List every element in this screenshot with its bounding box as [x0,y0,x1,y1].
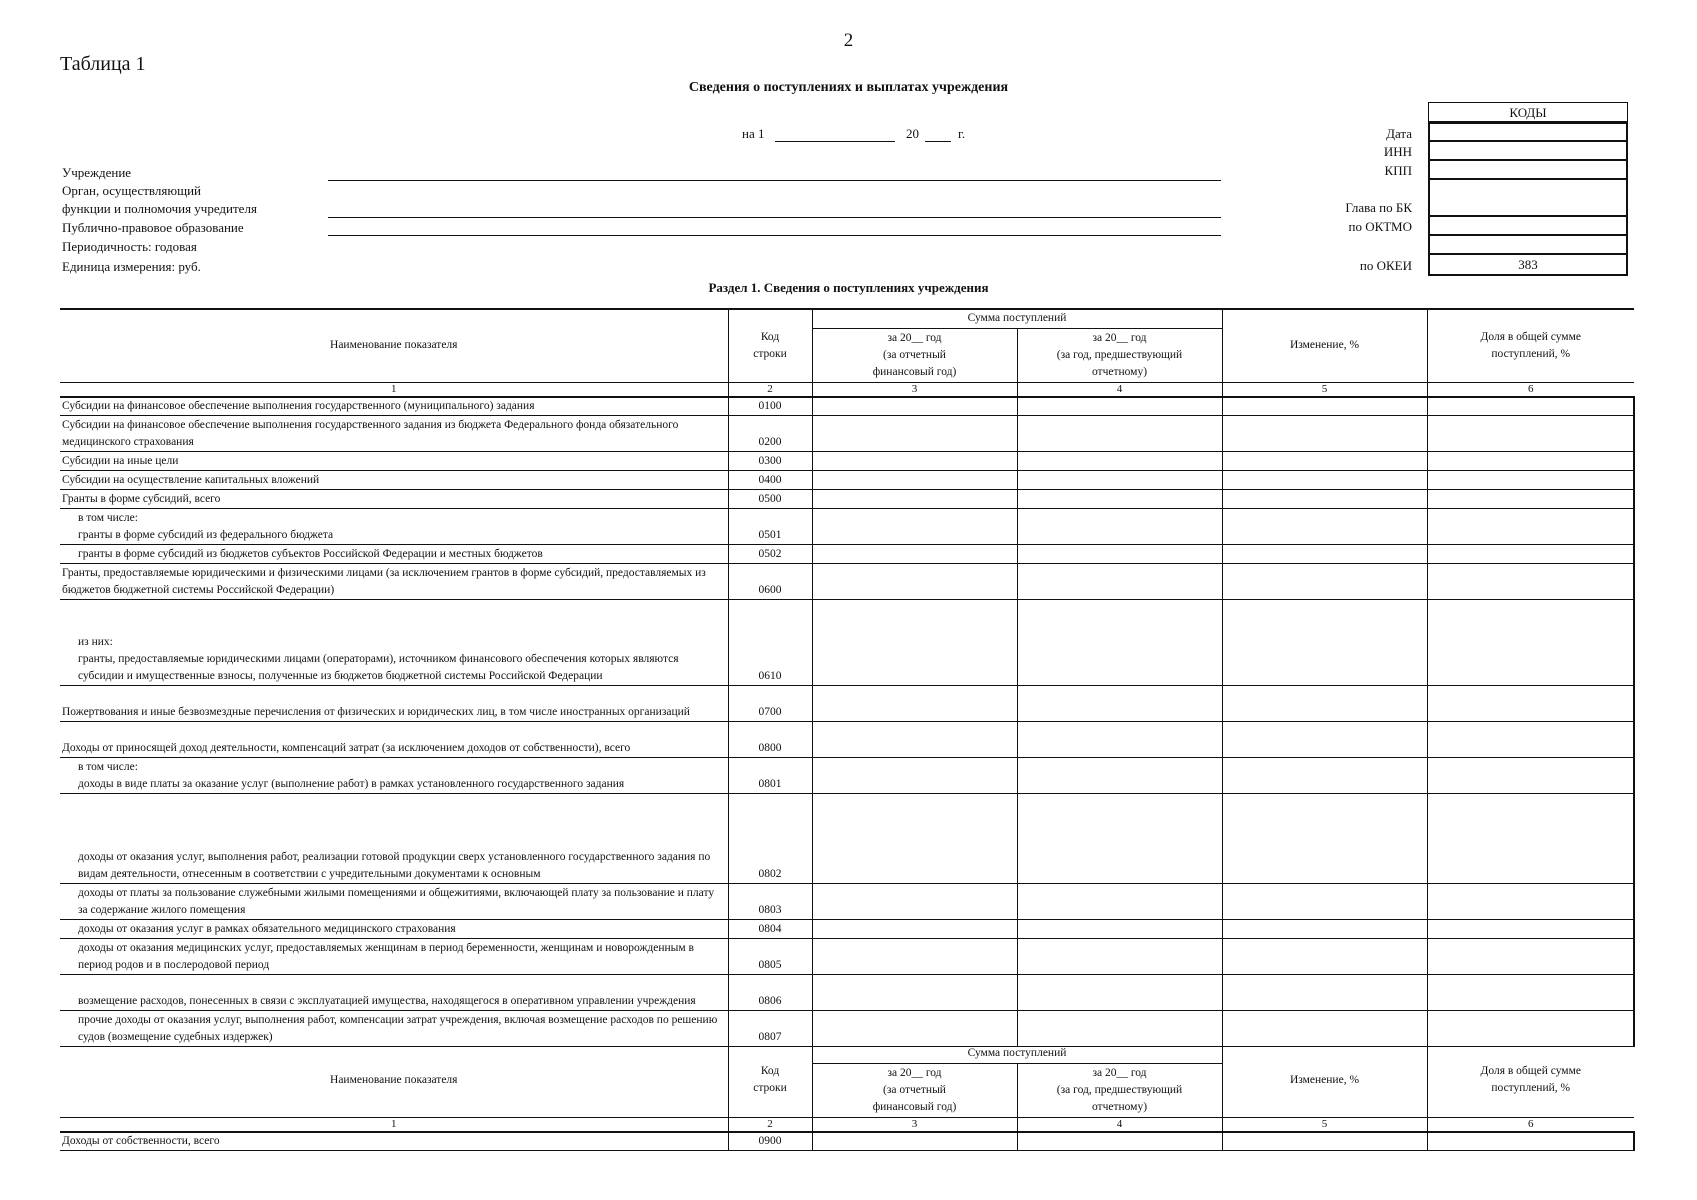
change-percent-cell[interactable] [1222,545,1427,564]
row-name: прочие доходы от оказания услуг, выполнения работ, компенсации затрат учреждения, включая возмещение расходов по решению судов (возмещение судебных издержек) [60,1011,728,1047]
previous-year-value-cell[interactable] [1017,722,1222,758]
table-row [60,545,1634,564]
page-number: 2 [843,30,854,51]
row-name: Субсидии на иные цели [60,452,728,471]
col-header-share-2 [1427,1044,1634,1117]
date-prefix: на 1 [742,126,765,141]
reporting-year-value-cell[interactable] [812,509,1017,545]
table-row [60,884,1634,920]
row-code: 0400 [728,471,812,490]
row-code: 0200 [728,416,812,452]
col-number-3: 3 [812,382,1017,397]
field-label-founder-1: Орган, осуществляющий [62,183,201,198]
share-percent-cell[interactable] [1427,975,1634,1011]
row-name: возмещение расходов, понесенных в связи с эксплуатацией имущества, находящегося в оперативном управлении учреждения [60,975,728,1011]
row-code: 0300 [728,452,812,471]
code-label-bk: Глава по БК [1345,200,1412,215]
row-name: доходы от платы за пользование служебными жилыми помещениями и общежитиями, включающей плату за пользование и плату за содержание жилого помещения [60,884,728,920]
table-row [60,600,1634,686]
share-percent-cell[interactable] [1427,545,1634,564]
reporting-year-value-cell[interactable] [812,758,1017,794]
col-header-name: Наименование показателя [60,309,728,382]
col-header-reporting-year [812,328,1017,382]
share-percent-cell[interactable] [1427,884,1634,920]
table-row [60,1011,1634,1047]
reporting-year-value-cell[interactable] [812,545,1017,564]
change-percent-cell[interactable] [1222,686,1427,722]
change-percent-cell[interactable] [1222,794,1427,884]
reporting-year-value-cell[interactable] [812,1011,1017,1047]
reporting-year-value-cell[interactable] [812,722,1017,758]
col-number-4: 4 [1017,382,1222,397]
share-percent-cell[interactable] [1427,471,1634,490]
share-percent-cell[interactable] [1427,686,1634,722]
col4b-line-3: отчетному) [1091,1100,1148,1113]
row-code: 0100 [728,397,812,416]
col-header-share-1: Доля в общей сумме [1480,330,1581,343]
change-percent-cell[interactable] [1222,939,1427,975]
col4b-line-2: (за год, предшествующий [1056,1083,1183,1096]
share-percent-cell[interactable] [1427,1011,1634,1047]
table-row [60,397,1634,416]
previous-year-value-cell[interactable] [1017,1132,1222,1151]
row-name: доходы от оказания медицинских услуг, предоставляемых женщинам в период беременности, женщинам и новорожденным в период родов и в послеродовой период [60,939,728,975]
col3-line-2: (за отчетный [883,348,946,361]
share-percent-cell[interactable] [1427,939,1634,975]
previous-year-value-cell[interactable] [1017,397,1222,416]
row-code: 0801 [728,758,812,794]
previous-year-value-cell[interactable] [1017,545,1222,564]
reporting-year-value-cell[interactable] [812,1132,1017,1151]
row-code: 0610 [728,600,812,686]
row-code: 0700 [728,686,812,722]
code-label-okei: по ОКЕИ [1359,258,1412,273]
row-name: Субсидии на финансовое обеспечение выполнения государственного (муниципального) задания [60,397,728,416]
col-number-5: 5 [1222,382,1427,397]
change-percent-cell[interactable] [1222,722,1427,758]
change-percent-cell[interactable] [1222,564,1427,600]
col-header-name-2: Наименование показателя [60,1044,728,1117]
row-name: в том числе: доходы в виде платы за оказание услуг (выполнение работ) в рамках установленного государственного задания [60,758,728,794]
change-percent-cell[interactable] [1222,397,1427,416]
date-day-month-field[interactable] [775,141,895,142]
table-row [60,758,1634,794]
col-number-1: 1 [60,382,728,397]
col-number-3b: 3 [812,1117,1017,1132]
col-header-code-2: строки [753,347,787,360]
col4b-line-1: за 20__ год [1092,1066,1147,1079]
change-percent-cell[interactable] [1222,1011,1427,1047]
document-title: Сведения о поступлениях и выплатах учреждения [688,80,1009,95]
row-name: в том числе: гранты в форме субсидий из федерального бюджета [60,509,728,545]
codes-box [1428,102,1628,276]
row-code: 0805 [728,939,812,975]
table-row [60,490,1634,509]
col-header-change-2: Изменение, % [1222,1044,1427,1117]
previous-year-value-cell[interactable] [1017,939,1222,975]
reporting-year-value-cell[interactable] [812,564,1017,600]
code-label-kpp: КПП [1384,163,1412,178]
col4-line-1: за 20__ год [1092,331,1147,344]
share-percent-cell[interactable] [1427,564,1634,600]
previous-year-value-cell[interactable] [1017,564,1222,600]
row-name: доходы от оказания услуг в рамках обязательного медицинского страхования [60,920,728,939]
section-title: Раздел 1. Сведения о поступлениях учреждения [708,280,989,295]
previous-year-value-cell[interactable] [1017,758,1222,794]
col-header-change: Изменение, % [1222,309,1427,382]
share-percent-cell[interactable] [1427,920,1634,939]
row-code: 0802 [728,794,812,884]
row-name: Субсидии на осуществление капитальных вложений [60,471,728,490]
change-percent-cell[interactable] [1222,600,1427,686]
col4-line-3: отчетному) [1091,365,1148,378]
reporting-year-value-cell[interactable] [812,686,1017,722]
row-code: 0500 [728,490,812,509]
change-percent-cell[interactable] [1222,471,1427,490]
change-percent-cell[interactable] [1222,758,1427,794]
col-header-code-2 [728,1044,812,1117]
previous-year-value-cell[interactable] [1017,884,1222,920]
row-code: 0803 [728,884,812,920]
reporting-year-value-cell[interactable] [812,975,1017,1011]
col-header-code-2b: строки [753,1082,787,1095]
col-header-code-2a: Код [760,1065,780,1078]
row-code: 0502 [728,545,812,564]
col3-line-3: финансовый год) [872,365,957,378]
reporting-year-value-cell[interactable] [812,490,1017,509]
table-row [60,452,1634,471]
code-label-date: Дата [1386,126,1412,141]
col3b-line-3: финансовый год) [872,1100,957,1113]
code-date-cell[interactable] [1428,122,1628,142]
reporting-year-value-cell[interactable] [812,884,1017,920]
table-row [60,722,1634,758]
field-label-periodicity: Периодичность: годовая [62,239,197,254]
previous-year-value-cell[interactable] [1017,920,1222,939]
col3b-line-1: за 20__ год [887,1066,942,1079]
change-percent-cell[interactable] [1222,884,1427,920]
change-percent-cell[interactable] [1222,920,1427,939]
col-number-2: 2 [728,382,812,397]
row-name: Доходы от собственности, всего [60,1132,728,1151]
col-header-previous-year [1017,328,1222,382]
code-label-inn: ИНН [1383,144,1412,159]
field-label-unit: Единица измерения: руб. [62,259,201,274]
field-label-institution: Учреждение [62,165,132,180]
col-number-4b: 4 [1017,1117,1222,1132]
table-row [60,939,1634,975]
col-header-reporting-year-2 [812,1063,1017,1117]
change-percent-cell[interactable] [1222,975,1427,1011]
table-row [60,920,1634,939]
table-row [60,794,1634,884]
col-header-share-2b: поступлений, % [1491,1082,1571,1095]
col-number-5b: 5 [1222,1117,1427,1132]
table-label: Таблица 1 [60,53,146,75]
reporting-year-value-cell[interactable] [812,471,1017,490]
table-row [60,416,1634,452]
receipts-table-continued [60,1044,1635,1151]
receipts-table [60,308,1635,1047]
row-code: 0600 [728,564,812,600]
reporting-year-value-cell[interactable] [812,416,1017,452]
code-okei-cell[interactable]: 383 [1428,255,1628,276]
institution-field[interactable] [328,180,1221,181]
reporting-year-value-cell[interactable] [812,397,1017,416]
col-header-share-2a: Доля в общей сумме [1480,1065,1581,1078]
row-code: 0807 [728,1011,812,1047]
previous-year-value-cell[interactable] [1017,471,1222,490]
col4-line-2: (за год, предшествующий [1056,348,1183,361]
table-row [60,975,1634,1011]
code-inn-cell[interactable] [1428,142,1628,161]
col-header-share [1427,309,1634,382]
col-number-6b: 6 [1427,1117,1634,1132]
row-name: гранты в форме субсидий из бюджетов субъектов Российской Федерации и местных бюджетов [60,545,728,564]
reporting-year-value-cell[interactable] [812,939,1017,975]
codes-heading: КОДЫ [1428,102,1628,122]
previous-year-value-cell[interactable] [1017,1011,1222,1047]
table-row [60,509,1634,545]
code-kpp-cell[interactable] [1428,161,1628,180]
previous-year-value-cell[interactable] [1017,452,1222,471]
code-oktmo-cell[interactable] [1428,217,1628,236]
share-percent-cell[interactable] [1427,509,1634,545]
reporting-year-value-cell[interactable] [812,794,1017,884]
field-label-public-entity: Публично-правовое образование [62,220,244,235]
previous-year-value-cell[interactable] [1017,975,1222,1011]
field-label-founder-2: функции и полномочия учредителя [62,201,257,216]
previous-year-value-cell[interactable] [1017,600,1222,686]
date-year-prefix: 20 [906,126,919,141]
change-percent-cell[interactable] [1222,490,1427,509]
reporting-year-value-cell[interactable] [812,920,1017,939]
col3b-line-2: (за отчетный [883,1083,946,1096]
col-header-previous-year-2 [1017,1063,1222,1117]
col-number-2b: 2 [728,1117,812,1132]
row-code: 0501 [728,509,812,545]
public-entity-field[interactable] [328,235,1221,236]
row-code: 0804 [728,920,812,939]
share-percent-cell[interactable] [1427,397,1634,416]
date-suffix: г. [958,126,966,141]
col-header-sum-2: Сумма поступлений [812,1044,1222,1063]
reporting-year-value-cell[interactable] [812,600,1017,686]
row-name: Гранты в форме субсидий, всего [60,490,728,509]
change-percent-cell[interactable] [1222,1132,1427,1151]
code-blank-cell[interactable] [1428,236,1628,255]
share-percent-cell[interactable] [1427,416,1634,452]
previous-year-value-cell[interactable] [1017,490,1222,509]
founder-field[interactable] [328,217,1221,218]
share-percent-cell[interactable] [1427,758,1634,794]
table-row [60,564,1634,600]
share-percent-cell[interactable] [1427,452,1634,471]
table-row [60,1132,1634,1151]
row-name: Пожертвования и иные безвозмездные перечисления от физических и юридических лиц, в том числе иностранных организаций [60,686,728,722]
row-name: Субсидии на финансовое обеспечение выполнения государственного задания из бюджета Федерального фонда обязательного медицинского страхования [60,416,728,452]
previous-year-value-cell[interactable] [1017,686,1222,722]
col-header-share-2: поступлений, % [1491,347,1571,360]
share-percent-cell[interactable] [1427,794,1634,884]
code-label-oktmo: по ОКТМО [1348,219,1412,234]
col-header-sum: Сумма поступлений [812,309,1222,328]
code-bk-cell[interactable] [1428,180,1628,217]
row-name: Доходы от приносящей доход деятельности, компенсаций затрат (за исключением доходов от собственности), всего [60,722,728,758]
date-year-field[interactable] [925,141,951,142]
row-code: 0800 [728,722,812,758]
col-header-code [728,309,812,382]
share-percent-cell[interactable] [1427,1132,1634,1151]
table-row [60,686,1634,722]
table-row [60,471,1634,490]
col-number-6: 6 [1427,382,1634,397]
row-code: 0900 [728,1132,812,1151]
share-percent-cell[interactable] [1427,600,1634,686]
change-percent-cell[interactable] [1222,509,1427,545]
row-name: Гранты, предоставляемые юридическими и физическими лицами (за исключением грантов в форме субсидий, предоставляемых из бюджетов бюджетной системы Российской Федерации) [60,564,728,600]
reporting-year-value-cell[interactable] [812,452,1017,471]
col-number-1b: 1 [60,1117,728,1132]
col3-line-1: за 20__ год [887,331,942,344]
row-name: из них: гранты, предоставляемые юридическими лицами (операторами), источником финансового обеспечения которых являются субсидии и имущественные взносы, полученные из бюджетов бюджетной системы Российской Федерации [60,600,728,686]
row-name: доходы от оказания услуг, выполнения работ, реализации готовой продукции сверх установленного государственного задания по видам деятельности, отнесенным в соответствии с учредительными документами к основным [60,794,728,884]
row-code: 0806 [728,975,812,1011]
previous-year-value-cell[interactable] [1017,509,1222,545]
change-percent-cell[interactable] [1222,416,1427,452]
change-percent-cell[interactable] [1222,452,1427,471]
previous-year-value-cell[interactable] [1017,416,1222,452]
share-percent-cell[interactable] [1427,490,1634,509]
col-header-code-1: Код [760,330,780,343]
previous-year-value-cell[interactable] [1017,794,1222,884]
share-percent-cell[interactable] [1427,722,1634,758]
